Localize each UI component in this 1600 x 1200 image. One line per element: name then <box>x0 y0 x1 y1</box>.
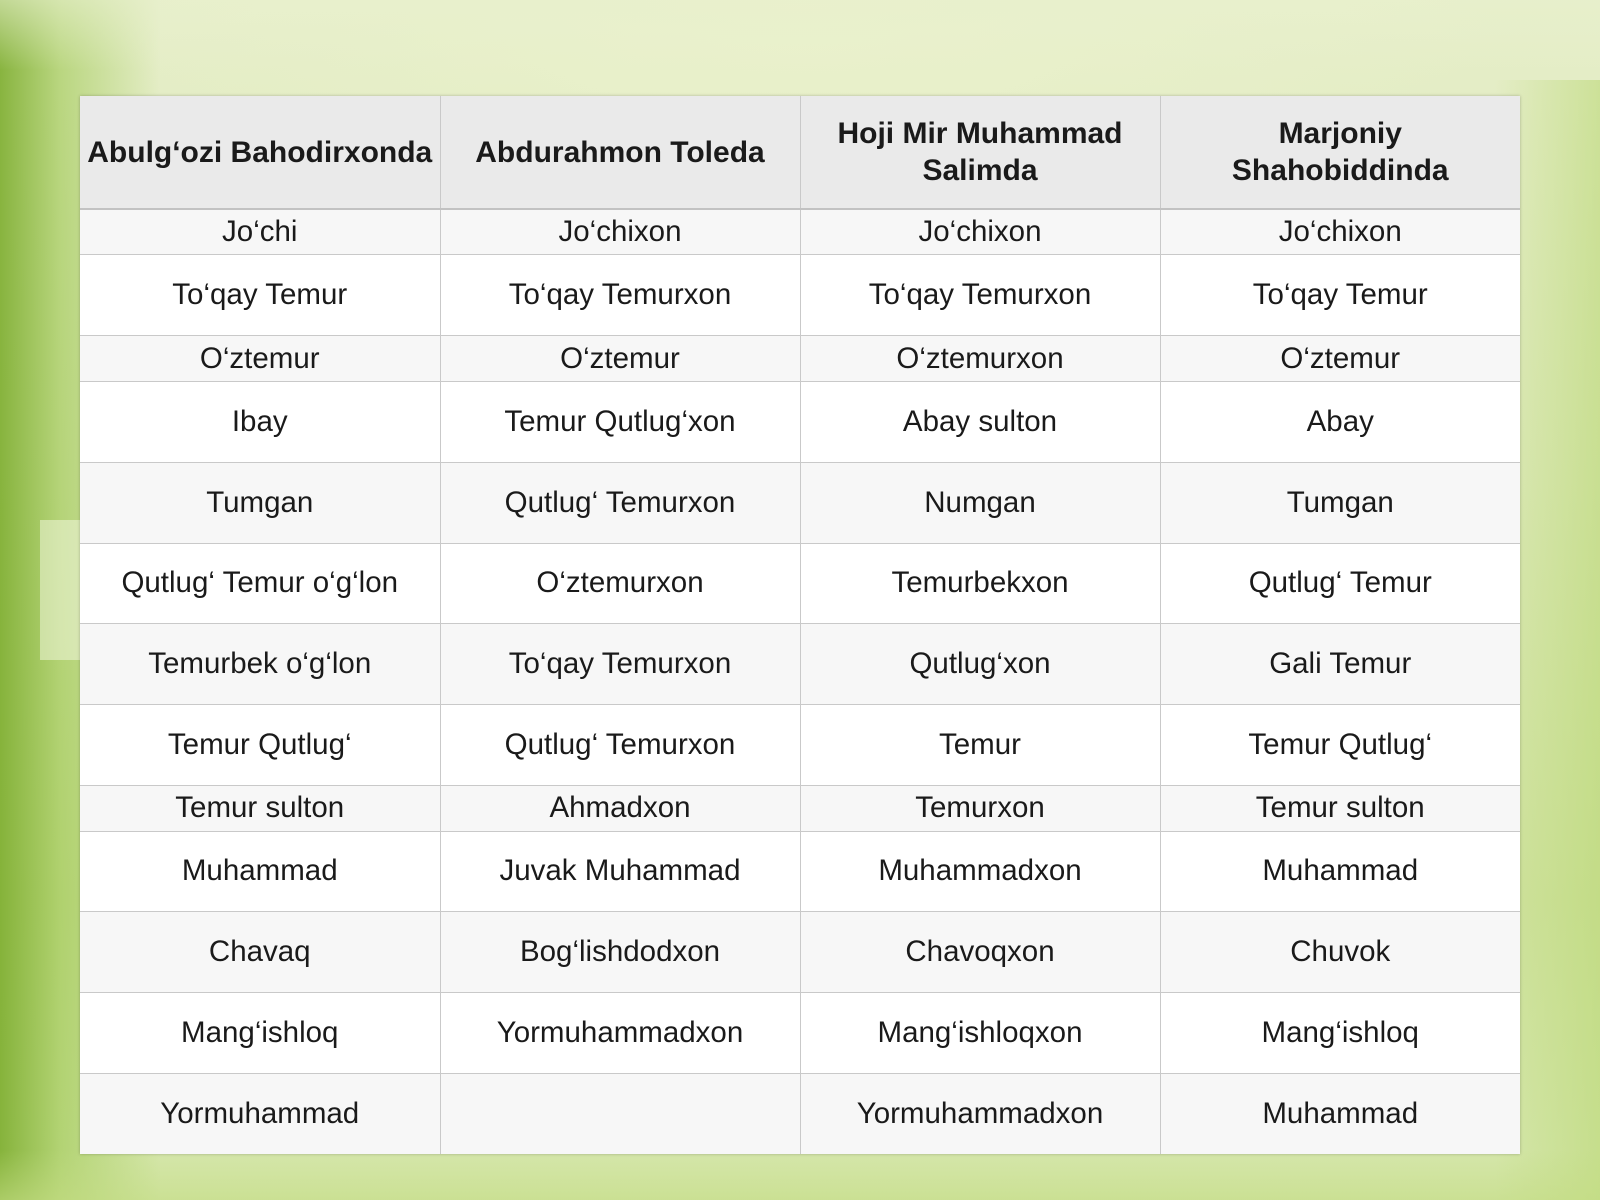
table-cell: Jo‘chixon <box>800 209 1160 255</box>
table-cell: Qutlug‘xon <box>800 624 1160 705</box>
table-cell: Jo‘chi <box>80 209 440 255</box>
table-row <box>80 831 1520 912</box>
table-cell: Mang‘ishloq <box>80 993 440 1074</box>
table-cell: To‘qay Temurxon <box>440 624 800 705</box>
table-header-row <box>80 96 1520 209</box>
table-cell: O‘ztemur <box>440 336 800 382</box>
table-row <box>80 543 1520 624</box>
table-cell: Gali Temur <box>1160 624 1520 705</box>
table-row <box>80 336 1520 382</box>
table-row <box>80 209 1520 255</box>
table-cell: Muhammad <box>1160 1073 1520 1154</box>
table-cell: Yormuhammadxon <box>800 1073 1160 1154</box>
table-cell: Abay <box>1160 382 1520 463</box>
background-glow-top <box>0 0 1600 70</box>
table-cell: Juvak Muhammad <box>440 831 800 912</box>
column-header: Hoji Mir Muhammad Salimda <box>800 96 1160 209</box>
table-cell: Temurbekxon <box>800 543 1160 624</box>
table-cell: Muhammadxon <box>800 831 1160 912</box>
table-row <box>80 1073 1520 1154</box>
table-cell: Temurbek o‘g‘lon <box>80 624 440 705</box>
table-cell: O‘ztemurxon <box>800 336 1160 382</box>
table-cell: Temur sulton <box>1160 785 1520 831</box>
table-row <box>80 624 1520 705</box>
table-row <box>80 993 1520 1074</box>
table-cell: Numgan <box>800 462 1160 543</box>
table-cell: Qutlug‘ Temurxon <box>440 462 800 543</box>
table-row <box>80 462 1520 543</box>
table-cell: Bog‘lishdodxon <box>440 912 800 993</box>
comparison-table <box>80 96 1520 1154</box>
table-cell: To‘qay Temur <box>80 255 440 336</box>
table-cell <box>440 1073 800 1154</box>
table-cell: Temurxon <box>800 785 1160 831</box>
table-row <box>80 912 1520 993</box>
table-cell: O‘ztemur <box>80 336 440 382</box>
table-cell: To‘qay Temur <box>1160 255 1520 336</box>
background-glow-left <box>40 520 80 660</box>
table-cell: Temur Qutlug‘xon <box>440 382 800 463</box>
table-row <box>80 382 1520 463</box>
column-header: Abulg‘ozi Bahodirxonda <box>80 96 440 209</box>
table-cell: Temur sulton <box>80 785 440 831</box>
table-cell: Chavoqxon <box>800 912 1160 993</box>
table-cell: Jo‘chixon <box>440 209 800 255</box>
table-cell: Mang‘ishloqxon <box>800 993 1160 1074</box>
table-cell: Ibay <box>80 382 440 463</box>
column-header: Abdurahmon Toleda <box>440 96 800 209</box>
table-cell: Yormuhammad <box>80 1073 440 1154</box>
table-cell: Ahmadxon <box>440 785 800 831</box>
table-cell: Mang‘ishloq <box>1160 993 1520 1074</box>
comparison-table-container <box>80 96 1520 1154</box>
table-cell: Tumgan <box>1160 462 1520 543</box>
background-glow-bottom <box>0 1150 1600 1200</box>
table-cell: Tumgan <box>80 462 440 543</box>
table-cell: Temur Qutlug‘ <box>1160 704 1520 785</box>
table-cell: Abay sulton <box>800 382 1160 463</box>
table-cell: Qutlug‘ Temur <box>1160 543 1520 624</box>
table-cell: To‘qay Temurxon <box>800 255 1160 336</box>
table-cell: O‘ztemur <box>1160 336 1520 382</box>
table-cell: Temur <box>800 704 1160 785</box>
table-cell: Yormuhammadxon <box>440 993 800 1074</box>
table-row <box>80 704 1520 785</box>
table-row <box>80 785 1520 831</box>
table-cell: Jo‘chixon <box>1160 209 1520 255</box>
table-cell: To‘qay Temurxon <box>440 255 800 336</box>
table-cell: Muhammad <box>1160 831 1520 912</box>
table-cell: Qutlug‘ Temur o‘g‘lon <box>80 543 440 624</box>
table-row <box>80 255 1520 336</box>
table-cell: Chuvok <box>1160 912 1520 993</box>
table-cell: Temur Qutlug‘ <box>80 704 440 785</box>
table-cell: O‘ztemurxon <box>440 543 800 624</box>
column-header: Marjoniy Shahobiddinda <box>1160 96 1520 209</box>
table-cell: Qutlug‘ Temurxon <box>440 704 800 785</box>
table-cell: Muhammad <box>80 831 440 912</box>
table-cell: Chavaq <box>80 912 440 993</box>
